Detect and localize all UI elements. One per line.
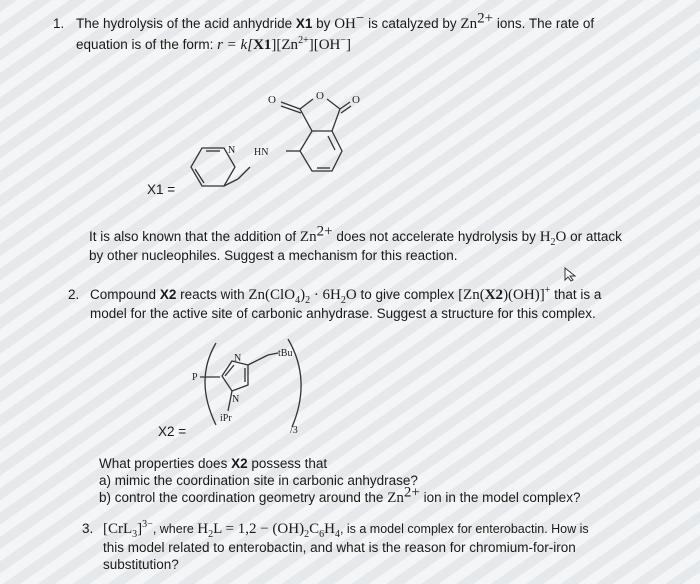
benzene-ring — [300, 131, 342, 171]
q3-line2: this model related to enterobactin, and what is the reason for chromium-for-iron — [103, 540, 576, 555]
x1-structure — [180, 82, 370, 197]
q1-known-line2: by other nucleophiles. Suggest a mechanism for this reaction. — [89, 248, 458, 263]
atom-o1: O — [268, 94, 276, 106]
imidazole-ring — [222, 361, 248, 391]
q2-line2: model for the active site of carbonic anhydrase. Suggest a structure for this complex. — [90, 306, 596, 321]
x2-structure — [188, 325, 318, 440]
atom-o2: O — [316, 90, 324, 102]
q2-props-intro: What properties does X2 possess that — [99, 456, 328, 471]
q2-prop-b: b) control the coordination geometry around the $Zn^{2+}$ ion in the model complex? — [99, 484, 581, 506]
q3-number: 3. — [82, 521, 94, 536]
atom-n: N — [228, 145, 236, 156]
x1-label: X1 = — [147, 182, 176, 197]
q1-number: 1. — [53, 16, 65, 31]
q3-line1: $[CrL_3]^{3-}$, where $H_2L = 1,2 - (OH)_2C_6H_4$, is a model complex for enterobactin. How is — [103, 519, 589, 540]
atom-n2: N — [232, 394, 240, 405]
atom-p: P — [192, 372, 198, 383]
left-bracket — [205, 343, 216, 425]
q2-prop-a: a) mimic the coordination site in carbonic anhydrase? — [99, 473, 418, 488]
cursor-arrow-icon — [563, 266, 577, 282]
q1-line2: equation is of the form: $r = k[X1][Zn^{2+}][OH^-]$ — [76, 35, 351, 53]
q2-line1: Compound X2 reacts with $Zn(ClO_4)_2 \cdot 6H_2O$ to give complex [Zn(X2)(OH)]+ that is a — [90, 285, 602, 306]
atom-n1: N — [234, 353, 242, 364]
x2-label: X2 = — [158, 424, 187, 439]
q1-line1: The hydrolysis of the acid anhydride X1 by OH− is catalyzed by $Zn^{2+}$ ions. The rate of — [76, 10, 595, 32]
atom-o3: O — [352, 94, 360, 106]
atom-tbu: tBu — [278, 348, 293, 359]
subscript-3: /3 — [290, 425, 298, 436]
atom-hn: HN — [254, 147, 269, 158]
q1-known-line1: It is also known that the addition of $Zn^{2+}$ does not accelerate hydrolysis by $H_2O$ or attack — [89, 223, 622, 248]
atom-ipr: iPr — [220, 413, 232, 424]
q2-number: 2. — [68, 287, 80, 302]
q3-line3: substitution? — [103, 557, 179, 572]
